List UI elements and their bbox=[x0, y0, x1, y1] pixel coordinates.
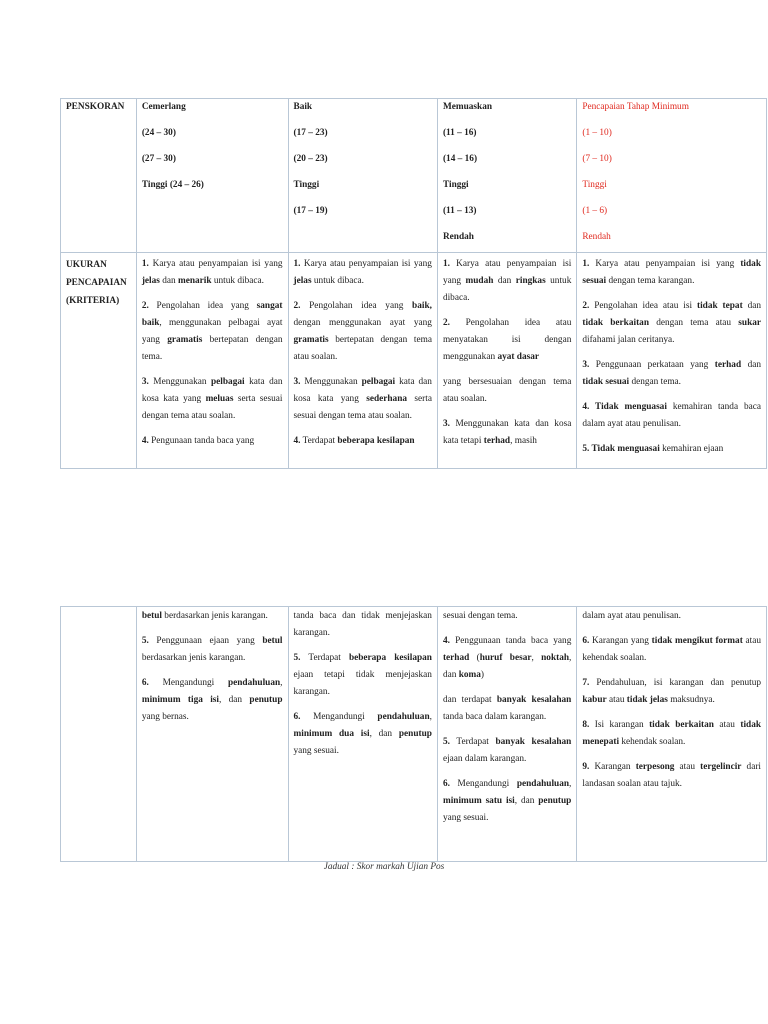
criteria-minimum-cont: dalam ayat atau penulisan. 6. Karangan yang tidak mengikut format atau kehendak soalan. 7. Pendahuluan, isi karangan dan penutup kabur atau tidak jelas maksudnya. 8. Isi karangan tidak berkaitan atau tidak menepati kehendak soalan. 9. Karangan terpesong atau tergelincir dari landasan soalan atau tajuk. bbox=[577, 607, 767, 862]
band-minimum: Pencapaian Tahap Minimum (1 – 10) (7 – 10) Tinggi (1 – 6) Rendah bbox=[577, 99, 767, 253]
table-caption: Jadual : Skor markah Ujian Pos bbox=[323, 862, 445, 872]
criteria-label: UKURAN PENCAPAIAN (KRITERIA) bbox=[61, 253, 137, 469]
band-cemerlang: Cemerlang (24 – 30) (27 – 30) Tinggi (24 – 26) bbox=[136, 99, 288, 253]
criteria-minimum: 1. Karya atau penyampaian isi yang tidak sesuai dengan tema karangan. 2. Pengolahan idea atau isi tidak tepat dan tidak berkaitan dengan tema atau sukar difahami jalan ceritanya. 3. Penggunaan perkataan yang terhad dan tidak sesuai dengan tema. 4. Tidak menguasai kemahiran tanda baca dalam ayat atau penulisan. 5. Tidak menguasai kemahiran ejaan bbox=[577, 253, 767, 469]
score-table-continued bbox=[60, 606, 767, 862]
criteria-cemerlang: 1. Karya atau penyampaian isi yang jelas dan menarik untuk dibaca. 2. Pengolahan idea yang sangat baik, menggunakan pelbagai ayat yang gramatis bertepatan dengan tema. 3. Menggunakan pelbagai kata dan kosa kata yang meluas serta sesuai dengan tema atau soalan. 4. Pengunaan tanda baca yang bbox=[136, 253, 288, 469]
criteria-baik: 1. Karya atau penyampaian isi yang jelas untuk dibaca. 2. Pengolahan idea yang baik, dengan menggunakan ayat yang gramatis bertepatan dengan tema atau soalan. 3. Menggunakan pelbagai kata dan kosa kata yang sederhana serta sesuai dengan tema atau soalan. 4. Terdapat beberapa kesilapan bbox=[288, 253, 437, 469]
header-row bbox=[61, 99, 767, 253]
penskoran-cell: PENSKORAN bbox=[61, 99, 137, 253]
criteria-memuaskan: 1. Karya atau penyampaian isi yang mudah dan ringkas untuk dibaca. 2. Pengolahan idea atau menyatakan isi dengan menggunakan ayat dasar yang bersesuaian dengan tema atau soalan. 3. Menggunakan kata dan kosa kata tetapi terhad, masih bbox=[437, 253, 576, 469]
criteria-cemerlang-cont: betul berdasarkan jenis karangan. 5. Penggunaan ejaan yang betul berdasarkan jenis karangan. 6. Mengandungi pendahuluan, minimum tiga isi, dan penutup yang bernas. bbox=[136, 607, 288, 862]
criteria-row-continued bbox=[61, 607, 767, 862]
criteria-baik-cont: tanda baca dan tidak menjejaskan karangan. 5. Terdapat beberapa kesilapan ejaan tetapi tidak menjejaskan karangan. 6. Mengandungi pendahuluan, minimum dua isi, dan penutup yang sesuai. bbox=[288, 607, 437, 862]
band-memuaskan: Memuaskan (11 – 16) (14 – 16) Tinggi (11 – 13) Rendah bbox=[437, 99, 576, 253]
criteria-memuaskan-cont: sesuai dengan tema. 4. Penggunaan tanda baca yang terhad (huruf besar, noktah, dan koma) dan terdapat banyak kesalahan tanda baca dalam karangan. 5. Terdapat banyak kesalahan ejaan dalam karangan. 6. Mengandungi pendahuluan, minimum satu isi, dan penutup yang sesuai. bbox=[437, 607, 576, 862]
criteria-row bbox=[61, 253, 767, 469]
empty-label-cell bbox=[61, 607, 137, 862]
score-table-top bbox=[60, 98, 767, 469]
band-baik: Baik (17 – 23) (20 – 23) Tinggi (17 – 19) bbox=[288, 99, 437, 253]
